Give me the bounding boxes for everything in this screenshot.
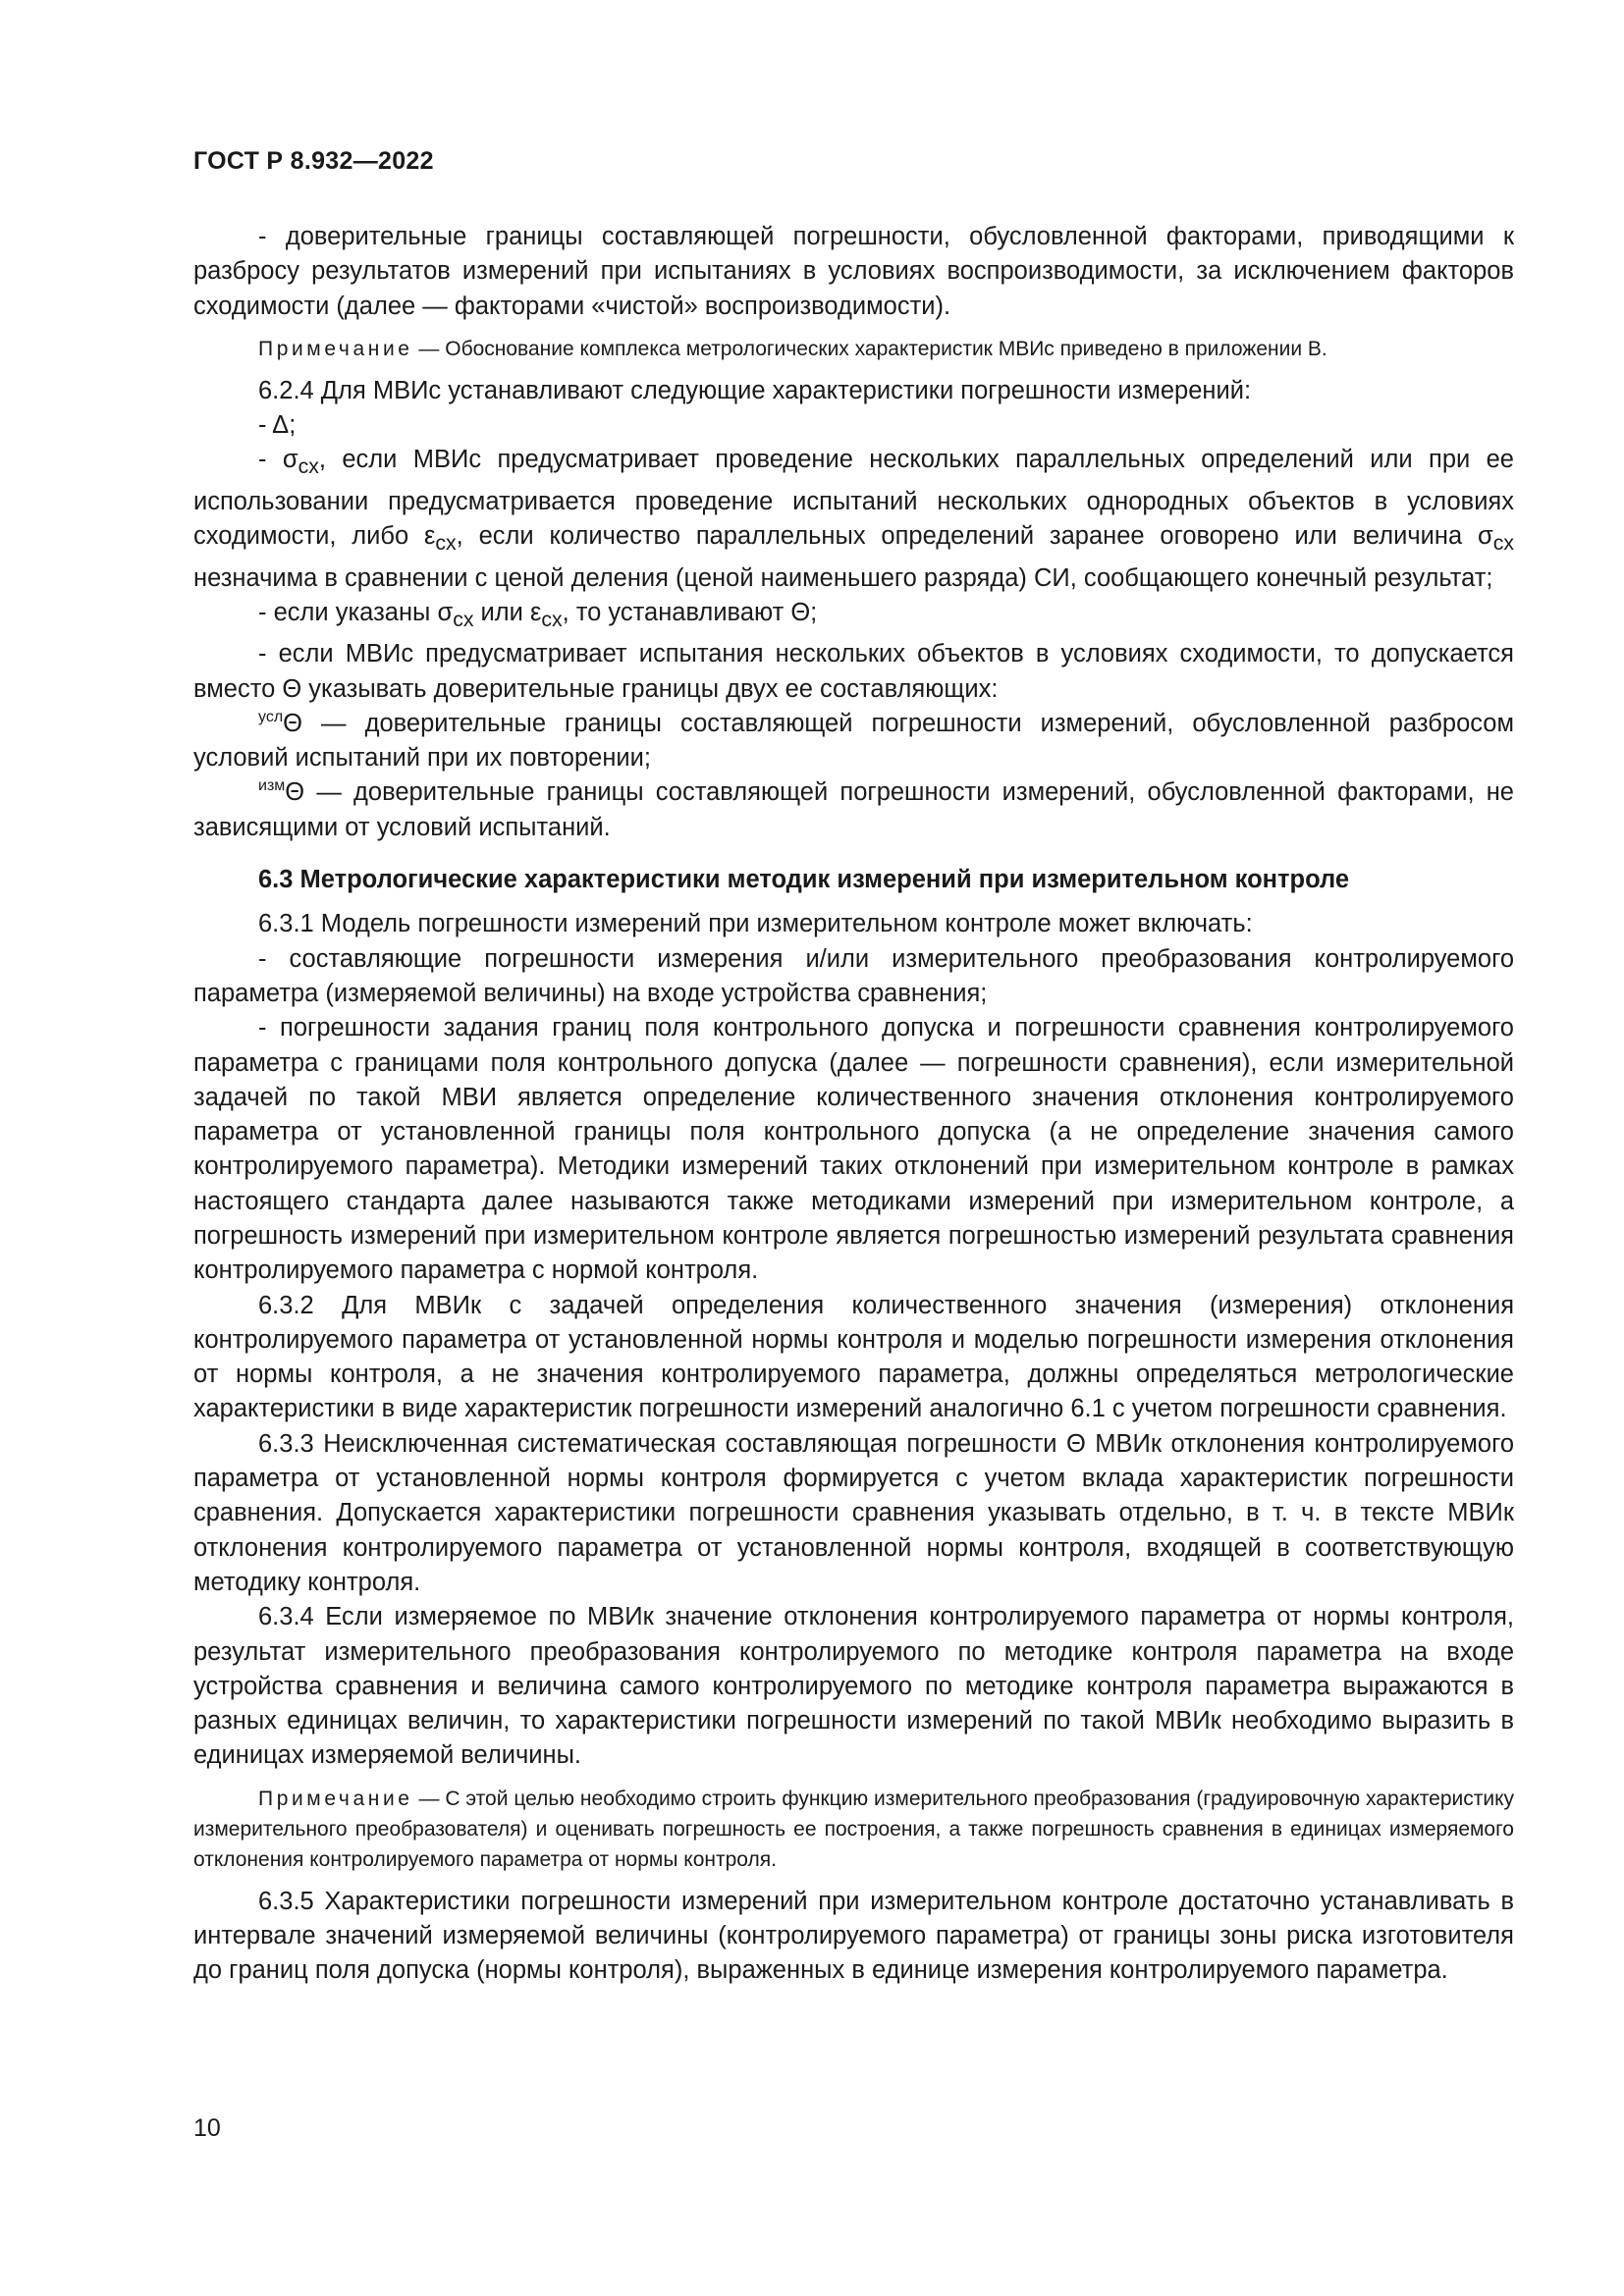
note-text: — С этой целью необходимо строить функцию измерительного преобразования (градуировочную характеристику измерительного преобразователя) и оценивать погрешность ее построения, а также погрешность сравнения в единицах измеряемого отклонения контролируемого параметра от нормы контроля. <box>193 1787 1514 1871</box>
note-text: — Обоснование комплекса метрологических характеристик МВИс приведено в приложении В. <box>412 337 1327 360</box>
section-heading: 6.3 Метрологические характеристики методик измерений при измерительном контроле <box>258 866 1350 894</box>
note-label: Примечание <box>258 337 413 360</box>
list-item: - погрешности задания границ поля контрольного допуска и погрешности сравнения контролируемого параметра с границами поля контрольного допуска (далее — погрешности сравнения), если измерительной задачей по такой МВИ является определение количественного значения отклонения контролируемого параметра от установленной границы поля контрольного допуска (а не определение значения самого контролируемого параметра). Методики измерений таких отклонений при измерительном контроле в рамках настоящего стандарта далее называются также методиками измерений при измерительном контроле, а погрешность измерений при измерительном контроле является погрешностью измерений результата сравнения контролируемого параметра с нормой контроля. <box>193 1014 1514 1285</box>
list-item: $^{усл}$Θ — доверительные границы составляющей погрешности измерений, обусловленной разбросом условий испытаний при их повторении; <box>193 708 1514 773</box>
note-label: Примечание <box>258 1787 413 1810</box>
paragraph: 6.2.4 Для МВИс устанавливают следующие характеристики погрешности измерений: <box>258 376 1252 404</box>
paragraph: 6.3.2 Для МВИк с задачей определения количественного значения (измерения) отклонения контролируемого параметра от установленной нормы контроля и моделью погрешности измерения отклонения от нормы контроля, а не значения контролируемого параметра, должны определяться метрологические характеристики в виде характеристик погрешности измерений аналогично 6.1 с учетом погрешности сравнения. <box>193 1291 1514 1423</box>
list-item: $^{изм}$Θ — доверительные границы составляющей погрешности измерений, обусловленной факторами, не зависящими от условий испытаний. <box>193 777 1514 841</box>
paragraph: 6.3.3 Неисключенная систематическая составляющая погрешности Θ МВИк отклонения контролируемого параметра от установленной нормы контроля формируется с учетом вклада характеристик погрешности сравнения. Допускается характеристики погрешности сравнения указывать отдельно, в т. ч. в тексте МВИк отклонения контролируемого параметра от установленной нормы контроля, входящей в соответствующую методику контроля. <box>193 1429 1514 1596</box>
note <box>193 334 1514 364</box>
list-item: - если МВИс предусматривает испытания нескольких объектов в условиях сходимости, то допускается вместо Θ указывать доверительные границы двух ее составляющих: <box>193 640 1514 703</box>
paragraph: - доверительные границы составляющей погрешности, обусловленной факторами, приводящими к разбросу результатов измерений при испытаниях в условиях воспроизводимости, за исключением факторов сходимости (далее — факторами «чистой» воспроизводимости). <box>193 223 1514 320</box>
list-item: - составляющие погрешности измерения и/или измерительного преобразования контролируемого параметра (измеряемой величины) на входе устройства сравнения; <box>193 944 1514 1007</box>
document-body <box>193 220 1514 1989</box>
list-item: - Δ; <box>258 411 297 440</box>
paragraph: 6.3.5 Характеристики погрешности измерений при измерительном контроле достаточно устанавливать в интервале значений измеряемой величины (контролируемого параметра) от границы зоны риска изготовителя до границ поля допуска (нормы контроля), выраженных в единице измерения контролируемого параметра. <box>193 1887 1514 1985</box>
list-item: - $\sigma_{cx}$, если МВИс предусматривает проведение нескольких параллельных определений или при ее использовании предусматривается проведение испытаний нескольких однородных объектов в условиях сходимости, либо $\varepsilon_{cx}$, если количество параллельных определений заранее оговорено или величина $\sigma_{cx}$ незначима в сравнении с ценой деления (ценой наименьшего разряда) СИ, сообщающего конечный результат; <box>193 446 1514 592</box>
document-header: ГОСТ Р 8.932—2022 <box>193 147 434 175</box>
page-number: 10 <box>193 2114 221 2142</box>
paragraph: 6.3.1 Модель погрешности измерений при измерительном контроле может включать: <box>258 910 1253 938</box>
paragraph: 6.3.4 Если измеряемое по МВИк значение отклонения контролируемого параметра от нормы контроля, результат измерительного преобразования контролируемого по методике контроля параметра на входе устройства сравнения и величина самого контролируемого по методике контроля параметра выражаются в разных единицах величин, то характеристики погрешности измерений по такой МВИк необходимо выразить в единицах измеряемой величины. <box>193 1603 1514 1770</box>
list-item: - если указаны $\sigma_{cx}$ или $\varepsilon_{cx}$, то устанавливают Θ; <box>258 598 818 631</box>
note <box>193 1784 1514 1875</box>
